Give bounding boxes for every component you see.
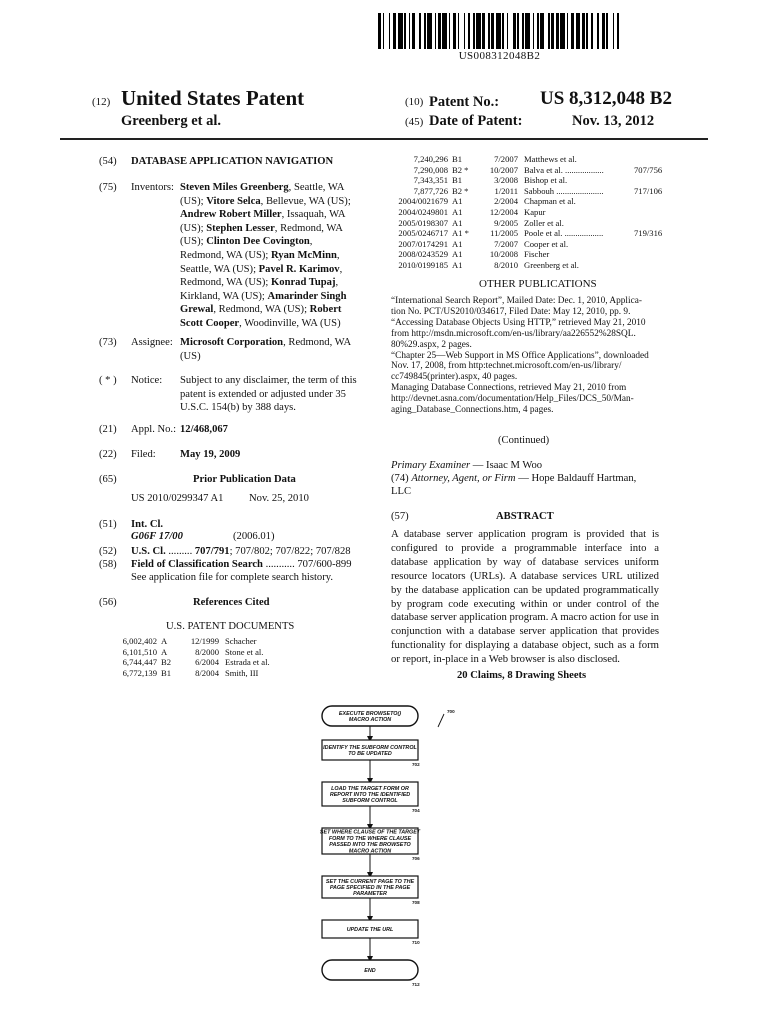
us-cl-main: 707/791 [192,546,230,557]
reference-name: Kapur [524,206,546,217]
attorney-line-2: LLC [391,486,412,497]
field-of-search-dots: ........... [262,559,295,570]
inventor-line [180,303,390,317]
reference-kind: A1 [452,217,463,228]
reference-row [392,175,712,186]
inventor-text: , Bellevue, WA (US); [260,195,351,207]
flowchart-figure [300,700,470,987]
reference-kind: A1 * [452,228,469,239]
inventor-text: Redmond, WA (US); [180,249,272,261]
inventor-text: , Issaquah, WA [281,209,346,221]
inventors-list [180,181,390,331]
reference-class [634,218,670,229]
date-of-patent: Nov. 13, 2012 [572,113,655,129]
patent-no-label: Patent No.: [429,94,500,110]
notice-line: Subject to any disclaimer, the term of this [180,375,357,386]
reference-kind: B2 * [452,164,469,175]
reference-number: 6,744,447 [122,657,157,668]
inventor-text: Redmond, WA (US); [180,277,272,289]
appl-no-value: 12/468,067 [180,424,228,435]
code-45: (45) [405,116,424,128]
field-21-code: (21) [99,424,117,435]
flowchart-step-number: 702 [412,762,420,767]
reference-number: 7,240,296 [413,154,448,164]
inventor-name: Andrew Robert Miller [180,209,282,221]
reference-number: 7,877,726 [413,185,448,196]
field-58-code: (58) [99,559,117,570]
patent-authors: Greenberg et al. [121,113,221,129]
abstract-heading: ABSTRACT [496,511,554,522]
field-73-code: (73) [99,337,117,348]
field-52-code: (52) [99,546,117,557]
reference-row [392,228,712,239]
other-publication-line: “Accessing Database Objects Using HTTP,” retrieved May 21, 2010 [391,317,646,328]
flowchart-start-label: EXECUTE BROWSETO() [338,710,402,717]
inventor-text: Kirkland, WA (US); [180,290,268,302]
reference-number: 2008/0243529 [398,249,448,260]
reference-number: 2005/0246717 [398,228,448,239]
reference-row [119,668,319,679]
reference-row [392,249,712,260]
other-publication-line: cc749845(printer).aspx, 40 pages. [391,372,518,383]
reference-name: Greenberg et al. [524,259,579,270]
reference-row [392,154,712,165]
reference-class: 719/316 [634,228,663,239]
inventor-name: Steven Miles Greenberg [180,182,289,193]
flowchart-end-label: END [364,968,376,974]
flowchart-step-label: IDENTIFY THE SUBFORM CONTROL [323,744,417,751]
reference-date: 6/2004 [195,657,219,668]
field-of-search-value: 707/600-899 [294,559,352,570]
other-publication-line: tion No. PCT/US2010/034617, Filed Date: May 12, 2010, pp. 9. [391,306,631,317]
assignee-name: Microsoft Corporation [180,337,284,348]
filed-label: Filed: [131,449,156,460]
inventor-text: (US); [180,236,207,248]
other-publication-line: “Chapter 25—Web Support in MS Office Applications”, downloaded [391,350,649,361]
primary-examiner-label: Primary Examiner [391,460,471,471]
primary-examiner-line [391,459,542,473]
field-51-code: (51) [99,519,117,530]
figure-reference-leader [438,714,444,727]
field-65-code: (65) [99,474,117,485]
reference-number: 6,772,139 [122,667,157,678]
other-publications [391,296,663,416]
barcode-number: US008312048B2 [458,50,541,62]
field-57-code: (57) [391,511,409,522]
code-12: (12) [92,96,111,108]
reference-number: 6,101,510 [122,646,157,657]
reference-kind: A1 [452,206,463,217]
inventor-name: Robert [309,304,342,316]
reference-name: Stone et al. [225,646,264,657]
reference-date: 10/2008 [489,249,518,260]
reference-kind: B2 * [452,185,469,196]
flowchart-step-number: 706 [412,856,420,861]
flowchart-step-label: SUBFORM CONTROL [342,798,398,805]
notice-line: U.S.C. 154(b) by 388 days. [180,402,296,414]
reference-number: 2007/0174291 [398,238,448,249]
reference-name: Cooper et al. [524,238,569,249]
inventor-name: Scott Cooper [180,317,240,329]
reference-name: Poole et al. .................. [524,228,604,239]
reference-name: Zoller et al. [524,217,564,228]
other-publication-line: “International Search Report”, Mailed Date: Dec. 1, 2010, Applica- [391,296,642,306]
attorney-code: (74) [391,473,412,484]
reference-date: 7/2007 [494,238,518,249]
reference-number: 2010/0199185 [398,259,448,270]
date-of-patent-label: Date of Patent: [429,113,523,129]
attorney-name: — Hope Baldauff Hartman, [515,473,637,484]
reference-kind: A [161,646,168,657]
field-56-code: (56) [99,597,117,608]
reference-name: Matthews et al. [524,154,577,164]
filed-value: May 19, 2009 [180,449,241,460]
inventor-name: Clinton Dee Covington [206,236,310,248]
reference-row [392,207,712,218]
reference-row [392,196,712,207]
us-cl-rest: ; 707/802; 707/822; 707/828 [229,546,351,557]
notice-code: ( * ) [99,375,117,386]
inventor-text: Seattle, WA (US); [180,263,259,275]
abstract-text: A database server application program is provided that is configured to provide a programmable interface into a database application by way of database services uniform resource locators (URLs). A database services URL utilized by the database application can be updated programmatically by program code executing within or under control of the database server application program. A macro action for use in conjunction with a database server application that provides functionality for displaying a database object, such as a form or report, in-place in a Web browser is also disclosed. [391,528,659,666]
notice-text [180,374,392,415]
reference-number: 2004/0021679 [398,196,448,207]
inventor-text: , Seattle, WA [288,182,345,193]
figure-reference-number: 700 [447,709,455,714]
reference-class [634,175,670,186]
reference-class [634,196,670,207]
reference-name: Schacher [225,636,257,646]
reference-name: Estrada et al. [225,657,270,668]
flowchart-step-label: MACRO ACTION [348,848,392,855]
assignee-label: Assignee: [131,337,173,348]
attorney-label: Attorney, Agent, or Firm [411,473,516,484]
prior-publication-heading: Prior Publication Data [193,474,296,485]
reference-date: 7/2007 [494,154,518,164]
right-references [392,154,712,271]
flowchart-step-label: PASSED INTO THE BROWSETO [329,842,411,849]
reference-kind: A1 [452,249,463,260]
reference-kind: A1 [452,259,463,270]
flowchart-step-number: 708 [412,900,420,905]
field-of-search-label: Field of Classification Search [131,559,263,570]
reference-date: 2/2004 [494,196,518,207]
field-54-code: (54) [99,156,117,167]
reference-number: 2005/0198307 [398,217,448,228]
reference-number: 2004/0249801 [398,206,448,217]
search-history-note: See application file for complete search history. [131,572,333,583]
flowchart-step-label: REPORT INTO THE IDENTIFIED [329,792,411,798]
reference-name: Bishop et al. [524,175,568,186]
inventor-text: , [336,249,340,261]
flowchart-step-label: FORM TO THE WHERE CLAUSE [328,835,412,842]
reference-date: 8/2010 [494,259,518,270]
inventor-text: , [309,236,313,248]
inventor-line [180,235,390,249]
inventor-text: (US); [180,195,207,207]
inventor-name: Pavel R. Karimov [258,263,340,275]
inventor-text: , Redmond, WA [274,222,343,234]
reference-kind: A1 [452,196,463,207]
reference-date: 8/2004 [195,667,219,678]
inventor-name: Stephen Lesser [206,222,275,234]
notice-line: patent is extended or adjusted under 35 [180,388,346,400]
reference-row [392,218,712,229]
barcode [378,13,621,49]
inventor-line [180,290,390,304]
flowchart-start-label: MACRO ACTION [348,717,392,724]
reference-row [119,647,319,658]
reference-date: 8/2000 [195,646,219,657]
inventor-line [180,263,390,277]
reference-name: Sabbouh ...................... [524,185,604,196]
reference-number: 7,290,008 [413,164,448,175]
references-cited-heading: References Cited [193,597,270,608]
reference-row [392,239,712,250]
reference-date: 12/1999 [190,636,219,646]
us-cl-line [131,545,351,559]
field-22-code: (22) [99,449,117,460]
assignee-line [180,350,390,364]
flowchart-step-label: PAGE SPECIFIED IN THE PAGE [329,885,411,891]
reference-date: 9/2005 [494,217,518,228]
flowchart-step-label: UPDATE THE URL [346,927,394,933]
reference-kind: A [161,636,168,646]
inventor-name: Grewal [180,304,214,316]
flowchart-step-label: SET WHERE CLAUSE OF THE TARGET [319,829,421,836]
reference-date: 1/2011 [494,185,518,196]
other-publication-line: aging_Database_Connections.htm, 4 pages. [391,405,554,416]
inventor-line [180,249,390,263]
patent-type-title: United States Patent [121,86,305,110]
invention-title: DATABASE APPLICATION NAVIGATION [131,156,334,167]
flowchart-step-label: LOAD THE TARGET FORM OR [331,785,409,792]
inventor-name: Konrad Tupaj [271,277,336,289]
assignee-text: , Redmond, WA [283,337,352,348]
reference-row [392,186,712,197]
assignee-line [180,336,390,350]
reference-date: 11/2005 [490,228,518,239]
inventor-line [180,181,390,195]
inventor-line [180,208,390,222]
int-cl-class: G06F 17/00 [131,531,183,542]
other-publication-line: Managing Database Connections, retrieved May 21, 2010 from [391,383,627,394]
continued-note: (Continued) [498,435,550,446]
inventor-line [180,195,390,209]
other-publication-line: from http://msdn.microsoft.com/en-us/library/aa226552%28SQL. [391,328,636,339]
prior-publication-date: Nov. 25, 2010 [249,493,309,504]
prior-publication-number: US 2010/0299347 A1 [131,493,224,504]
reference-name: Fischer [524,249,550,260]
reference-kind: B2 [161,657,172,668]
inventor-name: Ryan McMinn [271,249,337,261]
inventor-line [180,222,390,236]
reference-class: 717/106 [634,185,663,196]
reference-class [634,207,670,218]
reference-class [634,239,670,250]
reference-row [119,657,319,668]
other-publication-line: http://devnet.asna.com/documentation/Help_Files/DCS_50/Man- [391,394,634,405]
flowchart-step-label: PARAMETER [353,891,387,898]
other-publication-line: 80%29.aspx, 2 pages. [391,339,472,350]
field-75-code: (75) [99,182,117,193]
flowchart-step-label: TO BE UPDATED [348,751,392,758]
inventor-text: , Redmond, WA (US); [213,304,310,316]
reference-row [392,165,712,176]
us-patent-documents-heading: U.S. PATENT DOCUMENTS [166,621,295,632]
inventor-text: , [339,263,343,275]
reference-kind: B1 [161,667,172,678]
inventor-text: (US); [180,222,207,234]
reference-class [634,154,670,165]
code-10: (10) [405,96,424,108]
us-cl-dots: ......... [165,546,193,557]
appl-no-label: Appl. No.: [131,424,177,435]
other-publication-line: Nov. 17, 2008, from http:technet.microsoft.com/en-us/library/ [391,361,622,372]
flowchart-end-number: 712 [412,982,420,987]
assignee-text: (US) [180,350,201,362]
int-cl-year: (2006.01) [233,531,275,542]
primary-examiner-name: — Isaac M Woo [470,460,543,471]
reference-name: Balva et al. .................. [524,164,604,175]
patent-number: US 8,312,048 B2 [540,88,672,109]
inventors-label: Inventors: [131,182,174,193]
inventor-name: Vitore Selca [206,195,261,207]
barcode-bar [619,13,621,49]
reference-date: 12/2004 [489,206,518,217]
reference-name: Chapman et al. [524,196,576,207]
reference-row [392,260,712,271]
attorney-line [391,472,636,486]
flowchart-step-number: 710 [412,940,420,945]
assignee-value [180,336,390,363]
reference-date: 10/2007 [489,164,518,175]
inventor-text: , [335,277,339,289]
reference-kind: A1 [452,238,463,249]
flowchart-step-number: 704 [412,808,420,813]
reference-class [634,249,670,260]
inventor-line [180,276,390,290]
left-references [119,636,319,678]
reference-class [634,260,670,271]
claims-summary: 20 Claims, 8 Drawing Sheets [457,670,587,681]
inventor-name: Amarinder Singh [267,290,347,302]
field-of-search-line [131,558,352,572]
header-rule [60,138,708,140]
reference-kind: B1 [452,175,463,186]
reference-number: 6,002,402 [122,636,157,646]
inventor-line [180,317,390,331]
int-cl-label: Int. Cl. [131,519,164,530]
reference-name: Smith, III [225,667,259,678]
us-cl-label: U.S. Cl. [131,546,166,557]
reference-row [119,636,319,647]
other-publications-heading: OTHER PUBLICATIONS [479,278,597,290]
reference-class: 707/756 [634,164,663,175]
flowchart-step-label: SET THE CURRENT PAGE TO THE [325,878,415,885]
reference-number: 7,343,351 [413,175,448,186]
reference-kind: B1 [452,154,463,164]
inventor-text: , Woodinville, WA (US) [239,317,341,329]
notice-label: Notice: [131,375,163,386]
reference-date: 3/2008 [494,175,518,186]
